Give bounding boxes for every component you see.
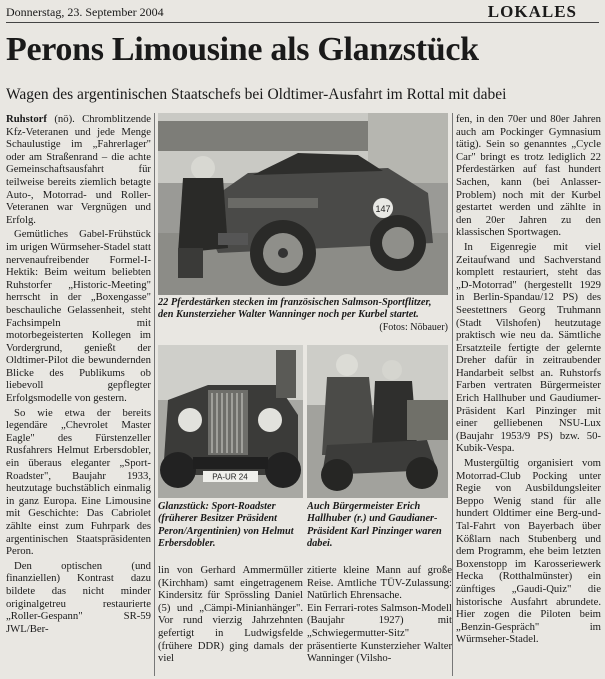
- race-number: 147: [375, 204, 391, 214]
- photo-credit: (Fotos: Nöbauer): [379, 321, 448, 333]
- column-divider: [452, 113, 453, 676]
- photo-salmson-car: [158, 113, 448, 295]
- column-divider: [154, 113, 155, 676]
- paragraph-2: Gemütliches Gabel-Frühstück im urigen Würmseher-Stadel statt nervenaufreibender Formel-I-Hektik: Beim weitum beliebten Ruhstorfer „Historic-Meeting" herrscht in der „Boxengasse" beschauliche Gelassenheit, steht Fachsimpeln mit motorbegeisterten Kollegen im Vordergrund, genießt der Oldtimer-Pilot die bewundernden Blicke des Publikums ob liebevoll gepflegter Erfolgsmodelle von gestern.: [6, 228, 151, 405]
- photo-mayor-and-president: [307, 345, 448, 498]
- article-column-2b: [307, 564, 452, 676]
- photo-sport-roadster: [158, 345, 303, 498]
- article-column-1: [6, 113, 151, 676]
- article-headline: Perons Limousine als Glanzstück: [6, 31, 479, 68]
- paragraph-1: (nö). Chromblitzende Kfz-Veteranen und jede Menge Schaulustige im „Fahrerlager" oder am Straßenrand – die achte Gemeinschaftsausfahrt für teilweise bereits ziemlich betagte Auto-, Motorrad- und Roller-Veteranen war Vergnügen und Erfolg.: [6, 113, 151, 226]
- dateline: Ruhstorf: [6, 113, 47, 125]
- caption-right-photo: Auch Bürgermeister Erich Hallhuber (r.) und Gaudianer-Präsident Karl Pinzinger waren dabei.: [307, 501, 442, 550]
- article-column-3: [456, 113, 601, 676]
- paragraph-7: fen, in den 70er und 80er Jahren auch am Pockinger Gymnasium tätig). Sein so genanntes „Cycle Car" bringt es trotz lediglich 22 Pferdestärken auf fast hundert Sachen, kann (bei Anlasser-Problem) noch mit der Kurbel gestartet werden und zählte in den 20er Jahren zu den klassischen Sportwagen.: [456, 113, 601, 239]
- section-title: LOKALES: [487, 2, 577, 21]
- caption-left-photo: Glanzstück: Sport-Roadster (früherer Besitzer Präsident Peron/Argentinien) von Helmut Erbersdobler.: [158, 501, 294, 550]
- license-plate: PA-UR 24: [212, 472, 248, 482]
- paragraph-4: Den optischen (und finanziellen) Kontrast dazu bildete das nicht minder originalgetreu restaurierte „Roller-Gespann" SR-59 JWL/Ber-: [6, 559, 151, 635]
- issue-date: Donnerstag, 23. September 2004: [6, 5, 164, 19]
- article-subheadline: Wagen des argentinischen Staatschefs bei Oldtimer-Ausfahrt im Rottal mit dabei: [6, 86, 507, 103]
- caption-text: 22 Pferdestärken stecken im französischen Salmson-Sportflitzer, den Kunsterzieher Walter Wanninger noch per Kurbel startet.: [158, 297, 432, 321]
- paragraph-8: In Eigenregie mit viel Zeitaufwand und Sachverstand komplett restauriert, steht das „D-Motorrad" (hergestellt 1929 in Berlin-Spandau/12 PS) des Seestettners Georg Truhmann (Stadt Vilshofen) heutzutage praktisch wie neu da. Sämtliche Ersatzteile fertigte der gelernte Dreher dafür in zeitraubender Handarbeit selbst an. Ruhstorfs Farben vertraten Bürgermeister Erich Hallhuber und Gaudiumer-Präsident Karl Pinzinger mit einer gelliebenen NSU-Lux (Baujahr 1953/9 PS) bzw. 50-Kubik-Vespa.: [456, 240, 601, 455]
- caption-top-photo: [158, 297, 448, 339]
- article-column-2a: [158, 564, 303, 676]
- paragraph-3: So wie etwa der bereits legendäre „Chevrolet Master Eagle" des Fürstenzeller Rusfahrers Helmut Erbersdobler, ein überaus eleganter „Sport-Roadster", Baujahr 1933, heutzutage buchstäblich einmalig in ganz Europa. Eine Limousine mit Geschichte: Das Cabriolet zählte einst zum Fuhrpark des argentinischen Staatspräsidenten Peron.: [6, 406, 151, 558]
- paragraph-5: lin von Gerhard Ammermüller (Kirchham) samt eingetragenem Kindersitz für Sprössling Daniel (5) und „Cämpi-Minianhänger". Vor rund vierzig Jahrzehnten gefertigt in Ludwigsfelde (frühere DDR) ging damals der viel: [158, 564, 303, 665]
- paragraph-9: Mustergültig organisiert vom Motorrad-Club Pocking unter Regie von Ausbildungsleiter Beppo Wenig stand für alle hundert Oldtimer eine Berg-und-Tal-Fahrt von Bayerbach über Kößlarn nach Stubenberg und dem Programm, ehe beim letzten Boxenstopp im Karosseriewerk Hecka (Rotthalmünster) ein zünftiges „Gaudi-Quiz" die historische Ausfahrt abrundete. Hier zogen die Piloten beim „Benzin-Gespräch" im Würmseher-Stadel.: [456, 457, 601, 646]
- paragraph-6: zitierte kleine Mann auf große Reise. Amtliche TÜV-Zulassung: Natürlich Ehrensache. Ein Ferrari-rotes Salmson-Modell (Baujahr 1927) mit „Schwiegermutter-Sitz" präsentierte Kunsterzieher Walter Wanninger (Vilsho-: [307, 564, 452, 665]
- page-header: [6, 2, 599, 23]
